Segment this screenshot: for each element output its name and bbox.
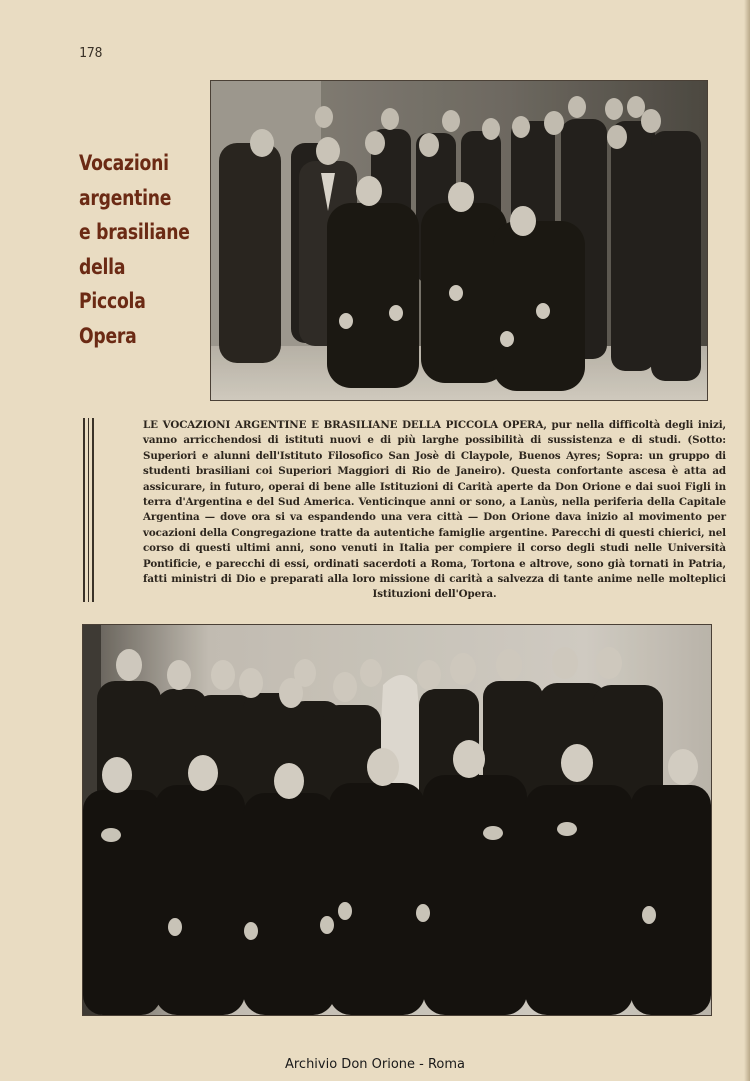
page-number: 178 <box>79 46 103 61</box>
rule-line <box>92 418 94 602</box>
title-line: Piccola <box>79 289 146 313</box>
archive-footer: Archivio Don Orione - Roma <box>284 1057 466 1072</box>
title-line: della <box>79 254 126 279</box>
photo-bottom-group-portrait <box>83 625 711 1015</box>
caption-vertical-rules <box>83 418 99 602</box>
article-title <box>79 146 209 353</box>
article-caption: LE VOCAZIONI ARGENTINE E BRASILIANE DELLA PICCOLA OPERA, pur nella difficoltà degli inizi, vanno arricchendosi di istituti nuovi e di più larghe possibilità di sussistenza e di studi. (Sotto: Superiori e alunni dell'Istituto Filosofico San Josè di Claypole, Buenos Ayres; Sopra: un gruppo di studenti brasiliani coi Superiori Maggiori di Rio de Janeiro). Questa confortante ascesa è atta ad assicurare, in futuro, operai di bene alle Istituzioni di Carità aperte da Don Orione e dai suoi Figli in terra d'Argentina e del Sud America. Venticinque anni or sono, a Lanùs, nella periferia della Capitale Argentina — dove ora si va espandendo una vera città — Don Orione dava inizio al movimento per vocazioni della Congregazione tratte da autentiche famiglie argentine. Parecchi di questi chierici, nel corso di questi ultimi anni, sono venuti in Italia per compiere il corso degli studi nelle Università Pontificie, e parecchi di essi, ordinati sacerdoti a Roma, Tortona e altrove, sono già tornati in Patria, fatti ministri di Dio e preparati alla loro missione di carità a salvezza di tante anime nelle molteplici Istituzioni dell'Opera. <box>143 419 726 601</box>
title-line: e brasiliane <box>79 220 190 244</box>
rule-line <box>88 418 90 602</box>
page-edge <box>744 0 750 1081</box>
title-line: Vocazioni <box>79 151 169 175</box>
title-line: Opera <box>79 323 137 348</box>
photo-top-group-portrait <box>211 81 707 400</box>
rule-line <box>83 418 85 602</box>
title-line: argentine <box>79 185 172 210</box>
